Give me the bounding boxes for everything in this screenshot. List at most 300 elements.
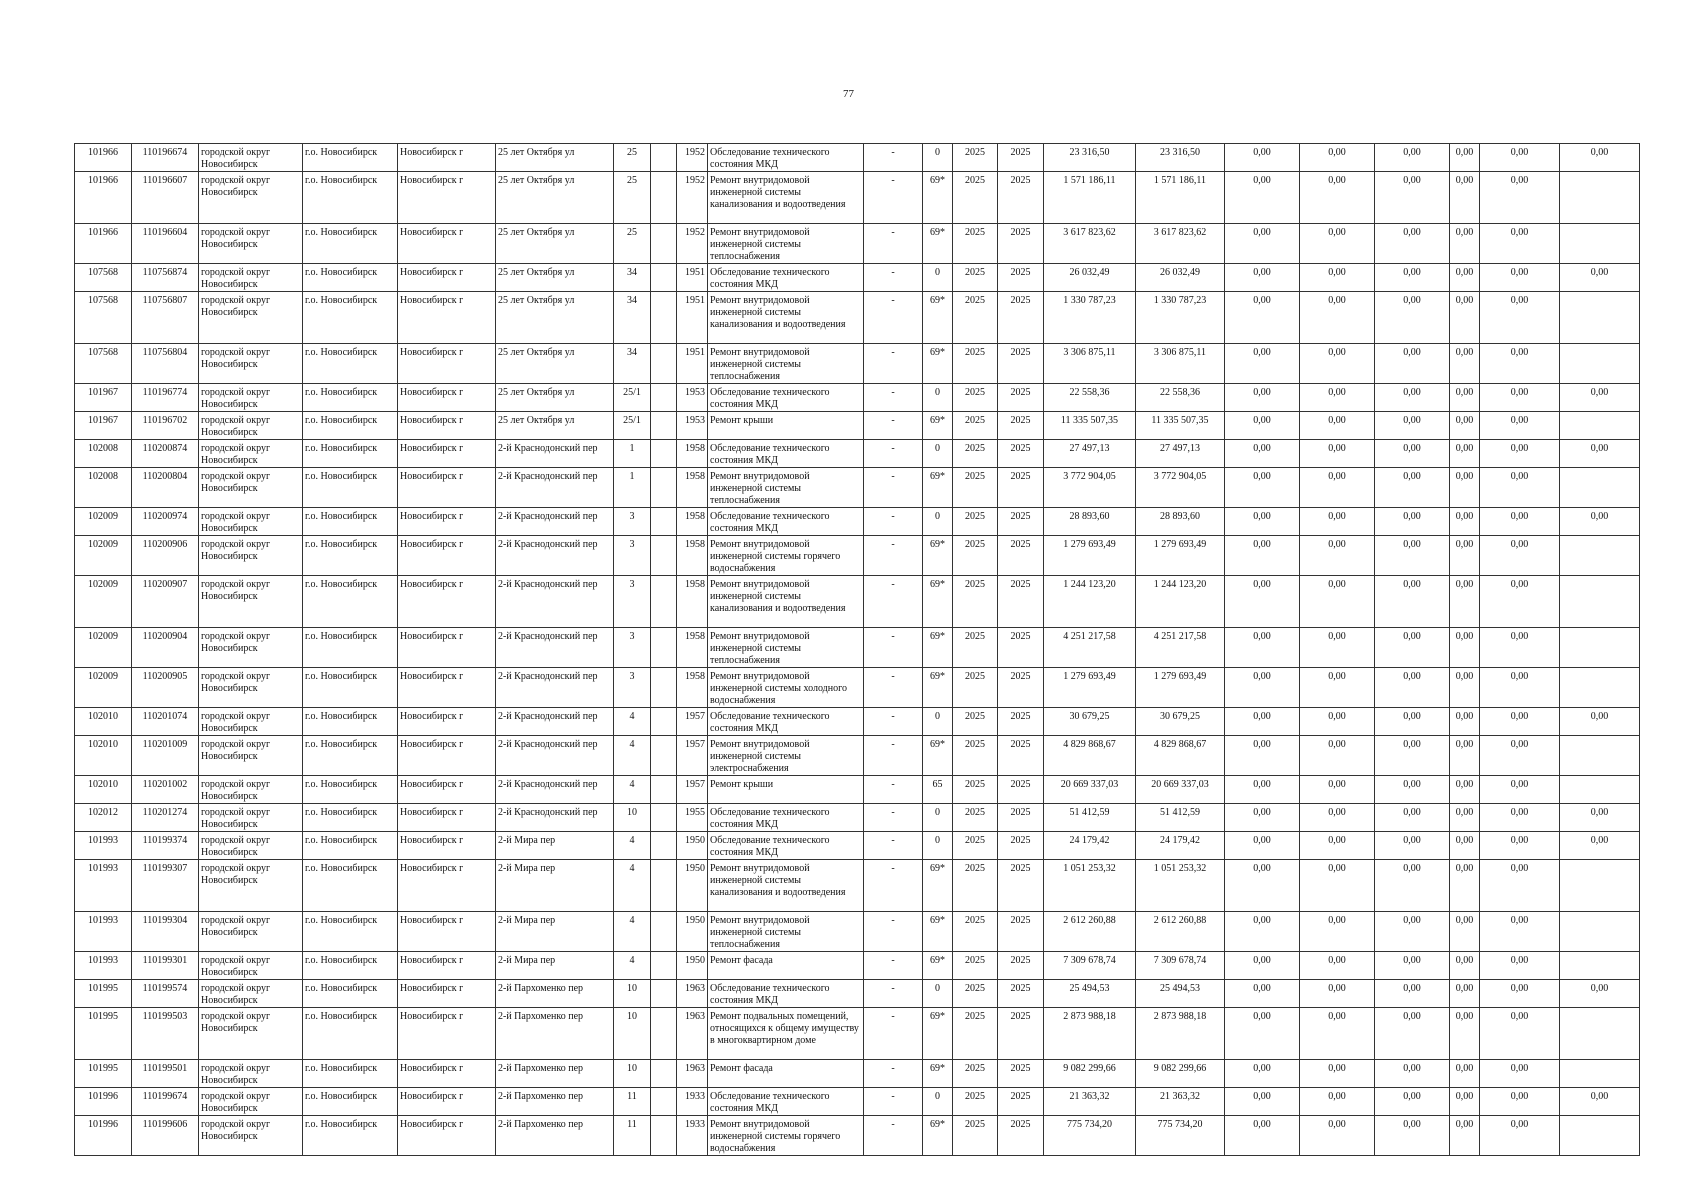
cell-survey-cost: 0,00: [1560, 508, 1640, 536]
cell-house-letter: [651, 804, 677, 832]
cell-budget-local: 0,00: [1375, 468, 1450, 508]
cell-work-code: 110199307: [132, 860, 199, 912]
cell-work-code: 110199674: [132, 1088, 199, 1116]
cell-house-number: 4: [614, 736, 651, 776]
cell-work-type: Обследование технического состояния МКД: [708, 1088, 864, 1116]
cell-budget-federal: 0,00: [1225, 952, 1300, 980]
cell-building-id: 107568: [75, 264, 132, 292]
cell-work-type: Обследование технического состояния МКД: [708, 264, 864, 292]
cell-house-number: 4: [614, 912, 651, 952]
cell-work-code: 110199501: [132, 1060, 199, 1088]
cell-house-number: 25: [614, 224, 651, 264]
cell-budget-local: 0,00: [1375, 344, 1450, 384]
table-row: [75, 536, 1640, 576]
cell-budget-local: 0,00: [1375, 536, 1450, 576]
cell-street: 25 лет Октября ул: [496, 172, 614, 224]
cell-budget-regional: 0,00: [1300, 172, 1375, 224]
cell-total-cost: 1 571 186,11: [1044, 172, 1136, 224]
cell-fund-cost: 3 772 904,05: [1136, 468, 1225, 508]
cell-city: Новосибирск г: [398, 668, 496, 708]
cell-municipality: г.о. Новосибирск: [303, 468, 398, 508]
cell-year-plan-start: 2025: [953, 912, 998, 952]
cell-city: Новосибирск г: [398, 1060, 496, 1088]
cell-municipality: г.о. Новосибирск: [303, 912, 398, 952]
cell-house-letter: [651, 536, 677, 576]
cell-wear-percent: 69*: [923, 952, 953, 980]
cell-work-type: Ремонт внутридомовой инженерной системы теплоснабжения: [708, 468, 864, 508]
cell-survey-cost: [1560, 668, 1640, 708]
cell-work-code: 110200906: [132, 536, 199, 576]
cell-city: Новосибирск г: [398, 860, 496, 912]
cell-year-plan-end: 2025: [998, 384, 1044, 412]
cell-work-code: 110200905: [132, 668, 199, 708]
cell-total-cost: 1 051 253,32: [1044, 860, 1136, 912]
cell-house-letter: [651, 1060, 677, 1088]
cell-street: 2-й Мира пер: [496, 832, 614, 860]
cell-total-cost: 3 306 875,11: [1044, 344, 1136, 384]
cell-city: Новосибирск г: [398, 292, 496, 344]
cell-year-plan-start: 2025: [953, 628, 998, 668]
cell-owners-funds: 0,00: [1480, 468, 1560, 508]
cell-budget-local: 0,00: [1375, 440, 1450, 468]
cell-total-cost: 775 734,20: [1044, 1116, 1136, 1156]
cell-budget-other: 0,00: [1450, 628, 1480, 668]
cell-mark: -: [864, 832, 923, 860]
cell-work-code: 110199374: [132, 832, 199, 860]
cell-district: городской округ Новосибирск: [199, 912, 303, 952]
cell-budget-other: 0,00: [1450, 952, 1480, 980]
cell-year-plan-end: 2025: [998, 776, 1044, 804]
cell-budget-federal: 0,00: [1225, 292, 1300, 344]
cell-budget-federal: 0,00: [1225, 912, 1300, 952]
cell-mark: -: [864, 1060, 923, 1088]
cell-survey-cost: 0,00: [1560, 980, 1640, 1008]
cell-wear-percent: 0: [923, 708, 953, 736]
cell-year-plan-end: 2025: [998, 264, 1044, 292]
cell-house-letter: [651, 508, 677, 536]
cell-build-year: 1953: [677, 412, 708, 440]
cell-build-year: 1950: [677, 832, 708, 860]
cell-budget-local: 0,00: [1375, 384, 1450, 412]
table-row: [75, 292, 1640, 344]
cell-budget-other: 0,00: [1450, 1008, 1480, 1060]
cell-mark: -: [864, 912, 923, 952]
cell-house-letter: [651, 344, 677, 384]
cell-total-cost: 27 497,13: [1044, 440, 1136, 468]
cell-district: городской округ Новосибирск: [199, 412, 303, 440]
cell-budget-regional: 0,00: [1300, 628, 1375, 668]
cell-year-plan-start: 2025: [953, 264, 998, 292]
cell-budget-regional: 0,00: [1300, 468, 1375, 508]
cell-municipality: г.о. Новосибирск: [303, 440, 398, 468]
table-row: [75, 440, 1640, 468]
cell-work-code: 110756804: [132, 344, 199, 384]
cell-building-id: 102009: [75, 536, 132, 576]
cell-district: городской округ Новосибирск: [199, 264, 303, 292]
cell-build-year: 1933: [677, 1088, 708, 1116]
cell-district: городской округ Новосибирск: [199, 736, 303, 776]
cell-budget-local: 0,00: [1375, 412, 1450, 440]
cell-budget-local: 0,00: [1375, 708, 1450, 736]
table-row: [75, 468, 1640, 508]
cell-fund-cost: 27 497,13: [1136, 440, 1225, 468]
cell-year-plan-start: 2025: [953, 172, 998, 224]
cell-house-number: 25/1: [614, 384, 651, 412]
cell-build-year: 1950: [677, 912, 708, 952]
cell-building-id: 101996: [75, 1088, 132, 1116]
cell-year-plan-end: 2025: [998, 1116, 1044, 1156]
cell-survey-cost: [1560, 344, 1640, 384]
cell-total-cost: 1 330 787,23: [1044, 292, 1136, 344]
cell-budget-federal: 0,00: [1225, 576, 1300, 628]
cell-house-letter: [651, 468, 677, 508]
cell-work-type: Ремонт внутридомовой инженерной системы канализования и водоотведения: [708, 172, 864, 224]
cell-owners-funds: 0,00: [1480, 172, 1560, 224]
cell-budget-federal: 0,00: [1225, 1116, 1300, 1156]
cell-work-type: Ремонт подвальных помещений, относящихся к общему имуществу в многоквартирном доме: [708, 1008, 864, 1060]
cell-budget-regional: 0,00: [1300, 912, 1375, 952]
cell-year-plan-start: 2025: [953, 344, 998, 384]
cell-district: городской округ Новосибирск: [199, 668, 303, 708]
cell-work-code: 110201002: [132, 776, 199, 804]
cell-survey-cost: [1560, 860, 1640, 912]
cell-year-plan-start: 2025: [953, 576, 998, 628]
cell-house-number: 4: [614, 708, 651, 736]
table-row: [75, 952, 1640, 980]
cell-municipality: г.о. Новосибирск: [303, 832, 398, 860]
cell-work-type: Обследование технического состояния МКД: [708, 440, 864, 468]
cell-survey-cost: 0,00: [1560, 1088, 1640, 1116]
cell-building-id: 101966: [75, 172, 132, 224]
cell-work-type: Ремонт внутридомовой инженерной системы канализования и водоотведения: [708, 292, 864, 344]
table-row: [75, 224, 1640, 264]
cell-municipality: г.о. Новосибирск: [303, 952, 398, 980]
cell-district: городской округ Новосибирск: [199, 440, 303, 468]
cell-survey-cost: 0,00: [1560, 832, 1640, 860]
cell-budget-federal: 0,00: [1225, 1008, 1300, 1060]
cell-budget-other: 0,00: [1450, 1116, 1480, 1156]
cell-house-number: 3: [614, 628, 651, 668]
cell-budget-federal: 0,00: [1225, 736, 1300, 776]
cell-work-code: 110196702: [132, 412, 199, 440]
cell-street: 2-й Краснодонский пер: [496, 628, 614, 668]
cell-house-number: 10: [614, 980, 651, 1008]
cell-mark: -: [864, 952, 923, 980]
cell-mark: -: [864, 980, 923, 1008]
cell-house-letter: [651, 384, 677, 412]
cell-budget-local: 0,00: [1375, 668, 1450, 708]
cell-budget-other: 0,00: [1450, 224, 1480, 264]
cell-budget-federal: 0,00: [1225, 668, 1300, 708]
cell-work-type: Ремонт внутридомовой инженерной системы теплоснабжения: [708, 224, 864, 264]
cell-owners-funds: 0,00: [1480, 536, 1560, 576]
cell-municipality: г.о. Новосибирск: [303, 1116, 398, 1156]
cell-budget-federal: 0,00: [1225, 776, 1300, 804]
cell-owners-funds: 0,00: [1480, 292, 1560, 344]
cell-municipality: г.о. Новосибирск: [303, 576, 398, 628]
cell-building-id: 101995: [75, 1008, 132, 1060]
cell-work-code: 110196604: [132, 224, 199, 264]
cell-year-plan-start: 2025: [953, 1008, 998, 1060]
cell-city: Новосибирск г: [398, 980, 496, 1008]
cell-year-plan-end: 2025: [998, 1008, 1044, 1060]
cell-work-type: Обследование технического состояния МКД: [708, 384, 864, 412]
cell-district: городской округ Новосибирск: [199, 708, 303, 736]
cell-work-type: Ремонт внутридомовой инженерной системы канализования и водоотведения: [708, 576, 864, 628]
cell-city: Новосибирск г: [398, 508, 496, 536]
cell-mark: -: [864, 536, 923, 576]
cell-work-code: 110200904: [132, 628, 199, 668]
cell-total-cost: 1 244 123,20: [1044, 576, 1136, 628]
cell-house-number: 4: [614, 776, 651, 804]
table-row: [75, 1060, 1640, 1088]
cell-street: 2-й Краснодонский пер: [496, 576, 614, 628]
cell-house-number: 10: [614, 1060, 651, 1088]
cell-build-year: 1958: [677, 576, 708, 628]
cell-house-letter: [651, 1116, 677, 1156]
cell-budget-regional: 0,00: [1300, 292, 1375, 344]
cell-build-year: 1957: [677, 776, 708, 804]
cell-house-number: 11: [614, 1116, 651, 1156]
cell-street: 2-й Пархоменко пер: [496, 1008, 614, 1060]
cell-district: городской округ Новосибирск: [199, 508, 303, 536]
cell-fund-cost: 1 279 693,49: [1136, 668, 1225, 708]
table-row: [75, 264, 1640, 292]
cell-city: Новосибирск г: [398, 144, 496, 172]
cell-municipality: г.о. Новосибирск: [303, 860, 398, 912]
cell-house-number: 10: [614, 804, 651, 832]
cell-wear-percent: 69*: [923, 536, 953, 576]
cell-work-code: 110201274: [132, 804, 199, 832]
cell-work-type: Ремонт внутридомовой инженерной системы холодного водоснабжения: [708, 668, 864, 708]
cell-house-number: 34: [614, 292, 651, 344]
cell-year-plan-start: 2025: [953, 860, 998, 912]
cell-year-plan-start: 2025: [953, 468, 998, 508]
table-row: [75, 736, 1640, 776]
cell-street: 2-й Краснодонский пер: [496, 536, 614, 576]
cell-work-type: Ремонт фасада: [708, 1060, 864, 1088]
cell-work-type: Ремонт внутридомовой инженерной системы горячего водоснабжения: [708, 536, 864, 576]
cell-budget-local: 0,00: [1375, 628, 1450, 668]
cell-house-letter: [651, 264, 677, 292]
cell-street: 2-й Пархоменко пер: [496, 980, 614, 1008]
cell-fund-cost: 775 734,20: [1136, 1116, 1225, 1156]
cell-budget-other: 0,00: [1450, 384, 1480, 412]
cell-year-plan-end: 2025: [998, 736, 1044, 776]
cell-build-year: 1955: [677, 804, 708, 832]
cell-budget-local: 0,00: [1375, 1088, 1450, 1116]
cell-build-year: 1958: [677, 440, 708, 468]
cell-house-number: 3: [614, 536, 651, 576]
cell-city: Новосибирск г: [398, 912, 496, 952]
cell-budget-federal: 0,00: [1225, 384, 1300, 412]
table-row: [75, 344, 1640, 384]
cell-year-plan-start: 2025: [953, 508, 998, 536]
cell-wear-percent: 69*: [923, 1008, 953, 1060]
cell-mark: -: [864, 576, 923, 628]
cell-build-year: 1953: [677, 384, 708, 412]
cell-survey-cost: 0,00: [1560, 440, 1640, 468]
cell-owners-funds: 0,00: [1480, 832, 1560, 860]
cell-street: 2-й Пархоменко пер: [496, 1060, 614, 1088]
cell-work-code: 110200907: [132, 576, 199, 628]
cell-budget-local: 0,00: [1375, 912, 1450, 952]
cell-wear-percent: 69*: [923, 172, 953, 224]
cell-work-type: Ремонт крыши: [708, 776, 864, 804]
cell-budget-regional: 0,00: [1300, 412, 1375, 440]
cell-building-id: 107568: [75, 292, 132, 344]
cell-year-plan-end: 2025: [998, 224, 1044, 264]
cell-fund-cost: 28 893,60: [1136, 508, 1225, 536]
cell-house-letter: [651, 860, 677, 912]
cell-fund-cost: 20 669 337,03: [1136, 776, 1225, 804]
cell-total-cost: 22 558,36: [1044, 384, 1136, 412]
cell-budget-local: 0,00: [1375, 776, 1450, 804]
cell-year-plan-start: 2025: [953, 292, 998, 344]
cell-street: 2-й Краснодонский пер: [496, 668, 614, 708]
cell-wear-percent: 69*: [923, 224, 953, 264]
cell-year-plan-start: 2025: [953, 832, 998, 860]
cell-budget-regional: 0,00: [1300, 264, 1375, 292]
cell-work-type: Обследование технического состояния МКД: [708, 980, 864, 1008]
cell-fund-cost: 1 330 787,23: [1136, 292, 1225, 344]
cell-municipality: г.о. Новосибирск: [303, 536, 398, 576]
cell-survey-cost: [1560, 1060, 1640, 1088]
cell-fund-cost: 25 494,53: [1136, 980, 1225, 1008]
cell-budget-regional: 0,00: [1300, 804, 1375, 832]
cell-budget-other: 0,00: [1450, 860, 1480, 912]
cell-district: городской округ Новосибирск: [199, 292, 303, 344]
cell-mark: -: [864, 736, 923, 776]
cell-house-letter: [651, 292, 677, 344]
table-row: [75, 1116, 1640, 1156]
cell-build-year: 1950: [677, 860, 708, 912]
cell-building-id: 101993: [75, 952, 132, 980]
cell-total-cost: 28 893,60: [1044, 508, 1136, 536]
cell-owners-funds: 0,00: [1480, 980, 1560, 1008]
cell-build-year: 1963: [677, 1008, 708, 1060]
cell-build-year: 1958: [677, 508, 708, 536]
cell-owners-funds: 0,00: [1480, 1060, 1560, 1088]
cell-work-type: Ремонт внутридомовой инженерной системы электроснабжения: [708, 736, 864, 776]
cell-house-letter: [651, 668, 677, 708]
cell-build-year: 1963: [677, 1060, 708, 1088]
cell-work-type: Обследование технического состояния МКД: [708, 144, 864, 172]
cell-work-code: 110199574: [132, 980, 199, 1008]
cell-wear-percent: 65: [923, 776, 953, 804]
cell-house-letter: [651, 832, 677, 860]
table-row: [75, 804, 1640, 832]
cell-year-plan-start: 2025: [953, 804, 998, 832]
cell-year-plan-start: 2025: [953, 708, 998, 736]
cell-house-letter: [651, 980, 677, 1008]
cell-work-type: Обследование технического состояния МКД: [708, 832, 864, 860]
cell-house-letter: [651, 440, 677, 468]
cell-house-letter: [651, 1008, 677, 1060]
cell-year-plan-start: 2025: [953, 440, 998, 468]
cell-total-cost: 21 363,32: [1044, 1088, 1136, 1116]
cell-district: городской округ Новосибирск: [199, 144, 303, 172]
cell-budget-local: 0,00: [1375, 264, 1450, 292]
cell-survey-cost: [1560, 576, 1640, 628]
cell-district: городской округ Новосибирск: [199, 468, 303, 508]
cell-total-cost: 7 309 678,74: [1044, 952, 1136, 980]
cell-total-cost: 11 335 507,35: [1044, 412, 1136, 440]
cell-wear-percent: 0: [923, 508, 953, 536]
cell-budget-other: 0,00: [1450, 144, 1480, 172]
table-row: [75, 576, 1640, 628]
cell-work-code: 110200974: [132, 508, 199, 536]
cell-mark: -: [864, 440, 923, 468]
cell-municipality: г.о. Новосибирск: [303, 1060, 398, 1088]
cell-house-letter: [651, 172, 677, 224]
cell-budget-other: 0,00: [1450, 344, 1480, 384]
cell-survey-cost: [1560, 224, 1640, 264]
cell-wear-percent: 0: [923, 832, 953, 860]
cell-street: 2-й Пархоменко пер: [496, 1116, 614, 1156]
cell-budget-other: 0,00: [1450, 776, 1480, 804]
cell-owners-funds: 0,00: [1480, 860, 1560, 912]
cell-wear-percent: 69*: [923, 468, 953, 508]
cell-budget-local: 0,00: [1375, 1060, 1450, 1088]
cell-budget-local: 0,00: [1375, 1008, 1450, 1060]
cell-owners-funds: 0,00: [1480, 736, 1560, 776]
cell-municipality: г.о. Новосибирск: [303, 344, 398, 384]
cell-total-cost: 30 679,25: [1044, 708, 1136, 736]
cell-work-type: Обследование технического состояния МКД: [708, 804, 864, 832]
cell-house-letter: [651, 628, 677, 668]
cell-budget-regional: 0,00: [1300, 508, 1375, 536]
cell-budget-regional: 0,00: [1300, 384, 1375, 412]
cell-building-id: 101993: [75, 912, 132, 952]
cell-street: 2-й Краснодонский пер: [496, 736, 614, 776]
cell-build-year: 1957: [677, 736, 708, 776]
cell-year-plan-end: 2025: [998, 292, 1044, 344]
cell-year-plan-start: 2025: [953, 1088, 998, 1116]
cell-survey-cost: [1560, 628, 1640, 668]
cell-district: городской округ Новосибирск: [199, 172, 303, 224]
table-row: [75, 628, 1640, 668]
cell-fund-cost: 21 363,32: [1136, 1088, 1225, 1116]
cell-budget-local: 0,00: [1375, 576, 1450, 628]
cell-wear-percent: 69*: [923, 412, 953, 440]
cell-build-year: 1952: [677, 224, 708, 264]
cell-city: Новосибирск г: [398, 952, 496, 980]
cell-district: городской округ Новосибирск: [199, 832, 303, 860]
cell-year-plan-start: 2025: [953, 1116, 998, 1156]
cell-budget-regional: 0,00: [1300, 1008, 1375, 1060]
cell-owners-funds: 0,00: [1480, 508, 1560, 536]
cell-house-letter: [651, 576, 677, 628]
cell-survey-cost: 0,00: [1560, 384, 1640, 412]
table-row: [75, 832, 1640, 860]
cell-work-code: 110200874: [132, 440, 199, 468]
cell-municipality: г.о. Новосибирск: [303, 668, 398, 708]
cell-total-cost: 2 873 988,18: [1044, 1008, 1136, 1060]
cell-year-plan-start: 2025: [953, 668, 998, 708]
cell-budget-local: 0,00: [1375, 292, 1450, 344]
cell-district: городской округ Новосибирск: [199, 224, 303, 264]
cell-build-year: 1951: [677, 292, 708, 344]
cell-total-cost: 3 772 904,05: [1044, 468, 1136, 508]
cell-budget-local: 0,00: [1375, 860, 1450, 912]
cell-house-letter: [651, 776, 677, 804]
cell-street: 2-й Краснодонский пер: [496, 468, 614, 508]
cell-street: 25 лет Октября ул: [496, 384, 614, 412]
table-body: [75, 144, 1640, 1156]
cell-survey-cost: 0,00: [1560, 144, 1640, 172]
cell-budget-other: 0,00: [1450, 736, 1480, 776]
